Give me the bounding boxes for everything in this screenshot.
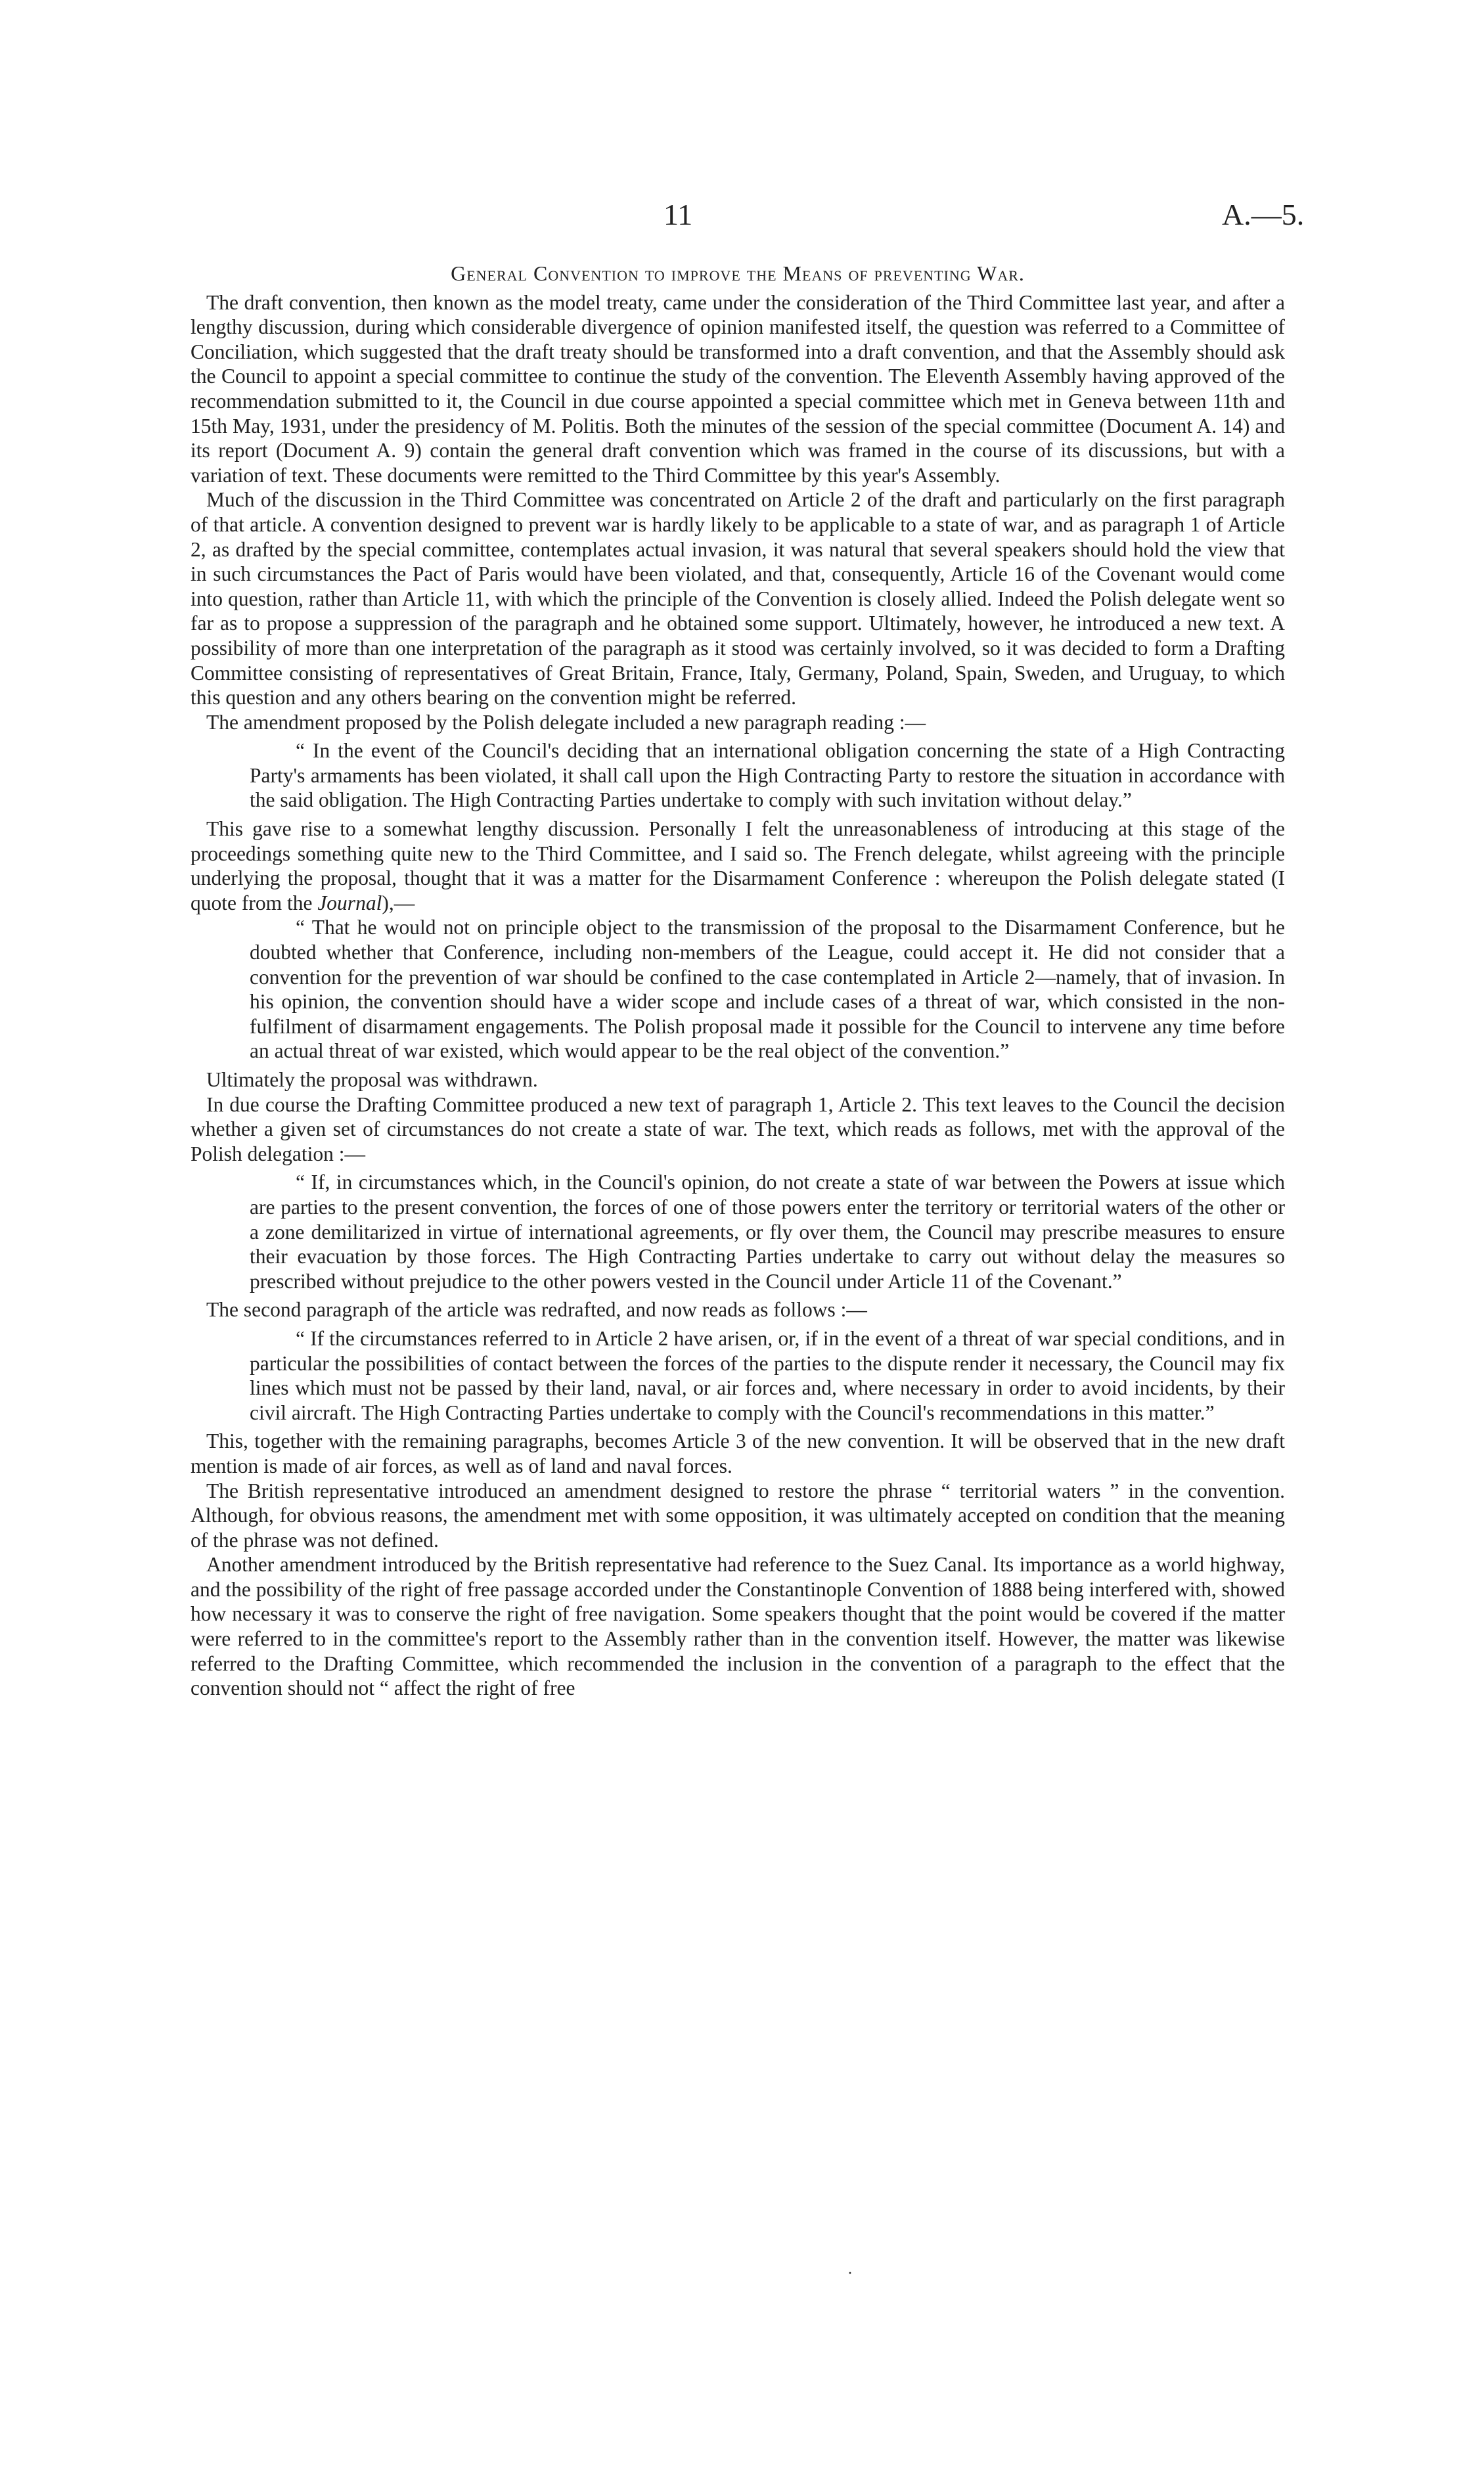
paragraph-polish-amendment-intro: The amendment proposed by the Polish delegate included a new paragraph reading :—	[206, 710, 926, 734]
paragraph-proposal-withdrawn: Ultimately the proposal was withdrawn.	[206, 1068, 538, 1091]
paragraph-lengthy-discussion-text: This gave rise to a somewhat lengthy discussion. Personally I felt the unreasonableness of introducing at this stage of the proceedings something quite new to the Third Committee, and I said so. The French delegate, whilst agreeing with the principle underlying the proposal, thought that it was a matter for the Disarmament Conference : whereupon the Polish delegate stated (I quote from the	[191, 817, 1285, 914]
quote-new-paragraph-1: “ If, in circumstances which, in the Council's opinion, do not create a state of war between the Powers at issue which are parties to the present convention, the forces of one of those powers enter the territory or territorial waters of the other or a zone demilitarized in virtue of international agreements, or fly over them, the Council may prescribe measures to ensure their evacuation by those forces. The High Contracting Parties undertake to carry out without delay the measures so prescribed without prejudice to the other powers vested in the Council under Article 11 of the Covenant.”	[250, 1171, 1285, 1293]
document-reference: A.—5.	[1222, 198, 1305, 231]
paragraph-territorial-waters: The British representative introduced an amendment designed to restore the phrase “ territorial waters ” in the convention. Although, for obvious reasons, the amendment met with some opposition, it was ultimately accepted on condition that the meaning of the phrase was not defined.	[191, 1479, 1285, 1552]
quote-polish-amendment: “ In the event of the Council's deciding that an international obligation concerning the state of a High Contracting Party's armaments has been violated, it shall call upon the High Contracting Party to restore the situation in accordance with the said obligation. The High Contracting Parties undertake to comply with such invitation without delay.”	[250, 739, 1285, 812]
document-body	[191, 261, 1285, 1701]
paragraph-draft-convention: The draft convention, then known as the model treaty, came under the consideration of the Third Committee last year, and after a lengthy discussion, during which considerable divergence of opinion manifested itself, the question was referred to a Committee of Conciliation, which suggested that the draft treaty should be transformed into a draft convention, and that the Assembly should ask the Council to appoint a special committee to continue the study of the convention. The Eleventh Assembly having approved of the recommendation submitted to it, the Council in due course appointed a special committee which met in Geneva between 11th and 15th May, 1931, under the presidency of M. Politis. Both the minutes of the session of the special committee (Document A. 14) and its report (Document A. 9) contain the general draft convention which was framed in the course of its discussions, but with a variation of text. These documents were remitted to the Third Committee by this year's Assembly.	[191, 290, 1285, 487]
paragraph-suez-canal: Another amendment introduced by the British representative had reference to the Suez Canal. Its importance as a world highway, and the possibility of the right of free passage accorded under the Constantinople Convention of 1888 being interfered with, showed how necessary it was to conserve the right of free navigation. Some speakers thought that the point would be covered if the matter were referred to in the committee's report to the Assembly rather than in the convention itself. However, the matter was likewise referred to the Drafting Committee, which recommended the inclusion in the convention of a paragraph to the effect that the convention should not “ affect the right of free	[191, 1553, 1285, 1700]
paragraph-article-2-discussion: Much of the discussion in the Third Committee was concentrated on Article 2 of the draft and particularly on the first paragraph of that article. A convention designed to prevent war is hardly likely to be applicable to a state of war, and as paragraph 1 of Article 2, as drafted by the special committee, contemplates actual invasion, it was natural that several speakers should hold the view that in such circumstances the Pact of Paris would have been violated, and that, consequently, Article 16 of the Covenant would come into question, rather than Article 11, with which the principle of the Convention is closely allied. Indeed the Polish delegate went so far as to propose a suppression of the paragraph and he obtained some support. Ultimately, however, he introduced a new text. A possibility of more than one interpretation of the paragraph as it stood was certainly involved, so it was decided to form a Drafting Committee consisting of representatives of Great Britain, France, Italy, Germany, Poland, Spain, Sweden, and Uruguay, to which this question and any others bearing on the convention might be referred.	[191, 488, 1285, 709]
paragraph-drafting-committee-text: In due course the Drafting Committee produced a new text of paragraph 1, Article 2. This text leaves to the Council the decision whether a given set of circumstances do not create a state of war. The text, which reads as follows, met with the approval of the Polish delegation :—	[191, 1092, 1285, 1165]
quote-second-paragraph: “ If the circumstances referred to in Article 2 have arisen, or, if in the event of a threat of war special conditions, and in particular the possibilities of contact between the forces of the parties to the dispute render it necessary, the Council may fix lines which must not be passed by their land, naval, or air forces and, where necessary in order to avoid incidents, by their civil aircraft. The High Contracting Parties undertake to comply with the Council's recommendations in this matter.”	[250, 1326, 1285, 1424]
paragraph-lengthy-discussion	[191, 817, 1285, 915]
page-mark: ·	[847, 2265, 853, 2282]
page-number: 11	[663, 198, 693, 231]
paragraph-article-3: This, together with the remaining paragraphs, becomes Article 3 of the new convention. It will be observed that in the new draft mention is made of air forces, as well as of land and naval forces.	[191, 1429, 1285, 1477]
section-heading: General Convention to improve the Means of preventing War.	[451, 261, 1025, 285]
quote-polish-delegate-statement: “ That he would not on principle object to the transmission of the proposal to the Disarmament Conference, but he doubted whether that Conference, including non-members of the League, could accept it. He did not consider that a convention for the prevention of war should be confined to the case contemplated in Article 2—namely, that of invasion. In his opinion, the convention should have a wider scope and include cases of a threat of war, which consisted in the non-fulfilment of disarmament engagements. The Polish proposal made it possible for the Council to intervene any time before an actual threat of war existed, which would appear to be the real object of the convention.”	[250, 916, 1285, 1063]
paragraph-lengthy-discussion-end: ),—	[382, 891, 415, 914]
paragraph-second-redrafted: The second paragraph of the article was redrafted, and now reads as follows :—	[206, 1298, 867, 1322]
journal-reference: Journal	[317, 891, 382, 914]
